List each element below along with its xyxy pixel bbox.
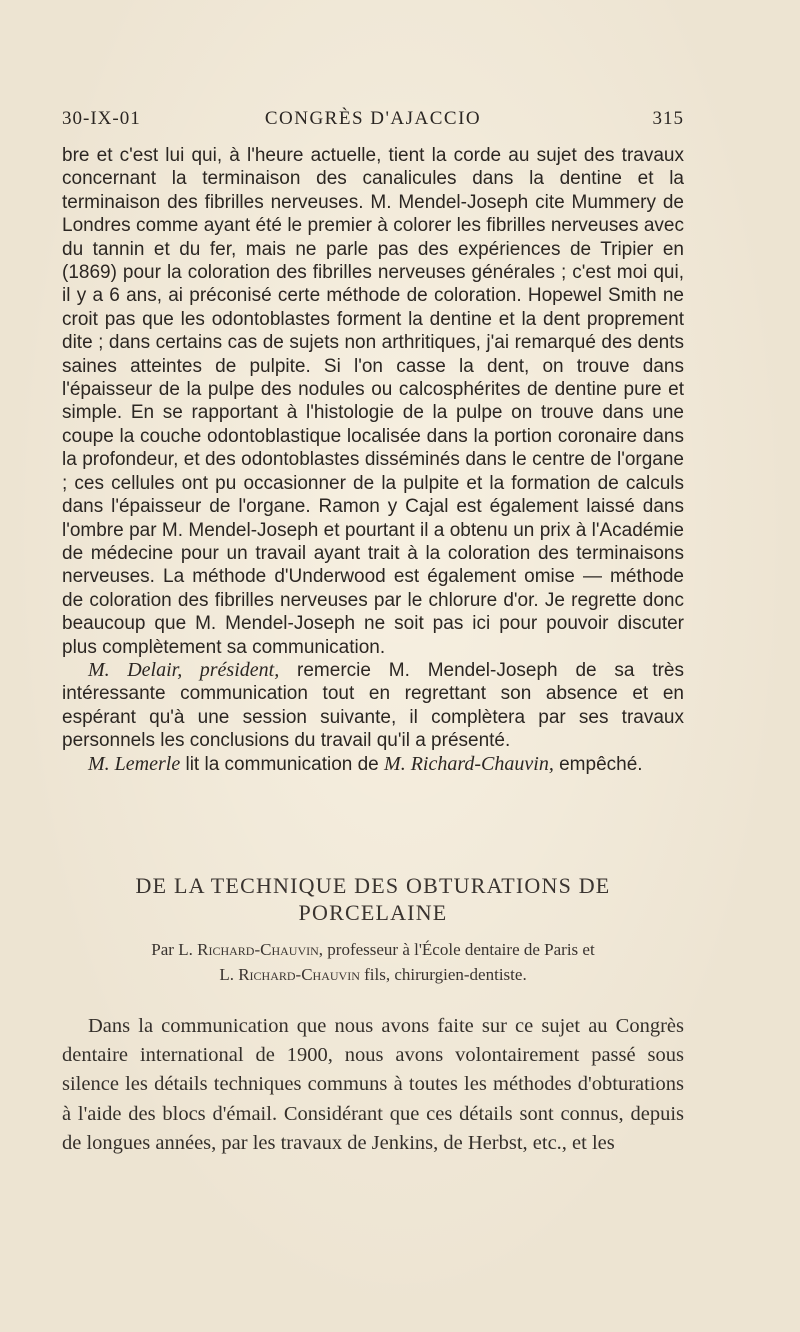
article-byline: [62, 937, 684, 987]
header-title: CONGRÈS D'AJACCIO: [264, 108, 482, 129]
article-body: [62, 1012, 684, 1158]
delair-paragraph: [62, 659, 684, 753]
author-2: L. Richard-Chauvin: [219, 965, 360, 984]
header-date: 30-IX-01: [62, 108, 141, 129]
article-title: DE LA TECHNIQUE DES OBTURATIONS DE PORCELAINE: [135, 873, 611, 925]
running-head: [62, 108, 684, 136]
author-1-role: professeur à l'École dentaire de Paris et: [323, 940, 595, 959]
lemerle-end: empêché.: [553, 753, 643, 775]
article-paragraph: Dans la communication que nous avons faite sur ce sujet au Congrès dentaire international de 1900, nous avons volontairement passé sous silence les détails techniques communs à toutes les méthodes d'obturations à l'aide des blocs d'émail. Considérant que ces détails sont connus, depuis de longues années, par les travaux de Jenkins, de Herbst, etc., et les: [62, 1015, 684, 1154]
lemerle-author: M. Richard-Chauvin,: [384, 752, 554, 775]
byline-prefix: Par: [151, 940, 179, 959]
discussion-paragraph: bre et c'est lui qui, à l'heure actuelle, tient la corde au sujet des travaux concernant la terminaison des canalicules dans la dentine et la terminaison des fibrilles nerveuses. M. Mendel-Joseph cite Mummery de Londres comme ayant été le premier à colorer les fibrilles nerveuses avec du tannin et du fer, mais ne parle pas des expériences de Tripier en (1869) pour la coloration des fibrilles nerveuses générales ; c'est moi qui, il y a 6 ans, ai préconisé certe méthode de coloration. Hopewel Smith ne croit pas que les odontoblastes forment la dentine et la dent proprement dite ; dans certains cas de sujets non arthritiques, j'ai remarqué des dents saines atteintes de pulpite. Si l'on casse la dent, on trouve dans l'épaisseur de la pulpe des nodules ou calcosphérites de dentine pure et simple. En se rapportant à l'histologie de la pulpe on trouve dans une coupe la couche odontoblastique localisée dans la portion coronaire dans la profondeur, et des odontoblastes disséminés dans le centre de l'organe ; ces cellules ont pu occasionner de la pulpite et la formation de calculs dans l'épaisseur de l'organe. Ramon y Cajal est également laissé dans l'ombre par M. Mendel-Joseph et pourtant il a obtenu un prix à l'Académie de médecine pour un travail ayant trait à la coloration des terminaisons nerveuses. La méthode d'Underwood est également omise — méthode de coloration des fibrilles nerveuses par le chlorure d'or. Je regrette donc beaucoup que M. Mendel-Joseph ne soit pas ici pour pouvoir discuter plus complètement sa communication.: [62, 145, 684, 658]
discussion-text: [62, 144, 684, 776]
author-2-role: fils, chirurgien-dentiste.: [359, 965, 527, 984]
lemerle-speaker: M. Lemerle: [88, 752, 181, 775]
author-1: L. Richard-Chauvin,: [178, 940, 324, 959]
lemerle-text: lit la communication de: [180, 753, 385, 775]
lemerle-paragraph: [62, 753, 684, 776]
page-number: 315: [652, 108, 684, 129]
delair-text: remercie M. Mendel-Joseph de sa très intéressante communication tout en regrettant son absence et en espérant qu'à une session suivante, il complètera par ses travaux personnels les conclusions du travail qu'il a présenté.: [62, 659, 684, 752]
delair-speaker: M. Delair, président,: [88, 658, 280, 681]
